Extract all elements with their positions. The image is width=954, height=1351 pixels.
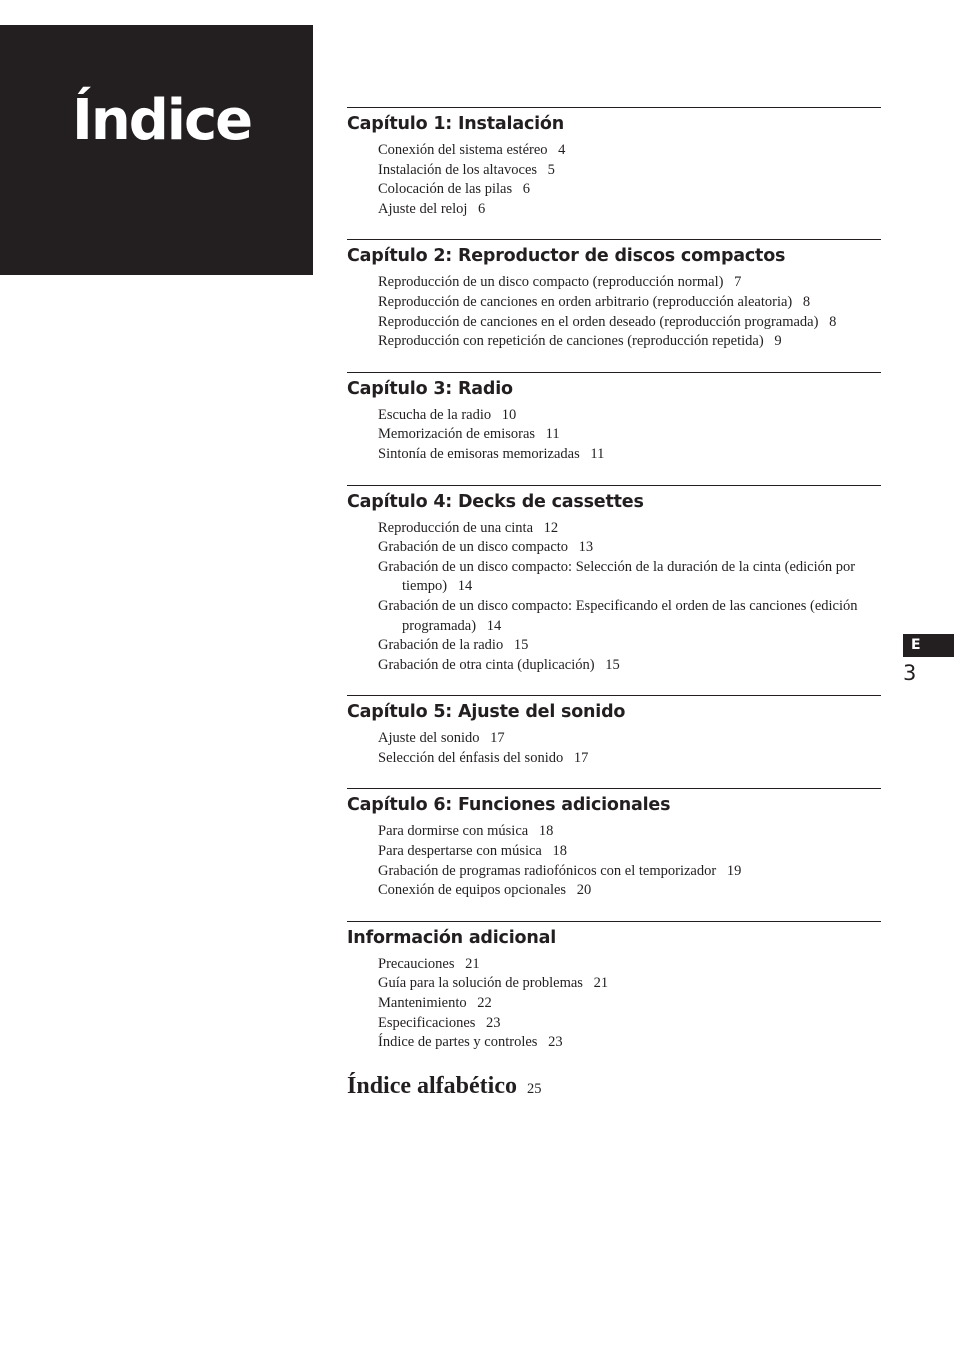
toc-entry-page: 20 [576, 882, 592, 899]
toc-entry-page: 21 [465, 955, 480, 972]
toc-entry [378, 180, 881, 200]
chapter-heading: Información adicional [347, 927, 557, 948]
page-title: Índice [72, 88, 252, 153]
toc-entry-page: 14 [457, 578, 473, 595]
toc-entry-text: Selección del énfasis del sonido [378, 749, 564, 766]
toc-entry [378, 881, 881, 901]
chapter-heading: Capítulo 4: Decks de cassettes [347, 491, 644, 512]
toc-entry [378, 994, 881, 1014]
chapter-heading: Capítulo 1: Instalación [347, 114, 565, 134]
toc-entry-page: 18 [538, 823, 554, 840]
toc-entry-text: Para despertarse con música [378, 843, 542, 860]
page-number: 3 [903, 661, 917, 685]
toc-entry-text: Reproducción de un disco compacto (reproducción normal) [378, 274, 724, 291]
toc-entry-text: Grabación de programas radiofónicos con el temporizador [378, 862, 717, 879]
toc-entry-page: 11 [545, 426, 560, 443]
title-block [0, 25, 313, 275]
toc-entry [378, 955, 881, 975]
toc-entry-text: Grabación de la radio [378, 637, 504, 654]
chapter-heading: Capítulo 2: Reproductor de discos compactos [347, 246, 786, 267]
toc-entry-text: Instalación de los altavoces [378, 161, 538, 178]
toc-final-entry [347, 1073, 881, 1100]
toc-entry [378, 519, 881, 539]
chapter-heading: Capítulo 3: Radio [347, 378, 513, 399]
toc-entry [378, 273, 881, 293]
toc-entry-page: 15 [605, 656, 620, 673]
toc-entry-text: Reproducción de canciones en orden arbitrario (reproducción aleatoria) [378, 293, 793, 310]
table-of-contents [347, 107, 881, 1100]
toc-entry-text: Colocación de las pilas [378, 181, 513, 198]
toc-entry-page: 17 [573, 749, 589, 766]
toc-chapter [347, 788, 881, 900]
toc-entry [378, 636, 881, 656]
toc-entry-page: 5 [547, 161, 555, 178]
toc-entry [378, 332, 881, 352]
toc-entry-page: 6 [478, 200, 486, 217]
toc-entry-page: 7 [734, 274, 742, 291]
toc-entry [378, 293, 881, 313]
toc-entry-page: 22 [477, 995, 492, 1012]
chapter-heading: Capítulo 5: Ajuste del sonido [347, 702, 626, 723]
toc-entry [378, 656, 881, 676]
chapter-heading: Capítulo 6: Funciones adicionales [347, 795, 671, 816]
toc-entry [378, 729, 881, 749]
toc-entry-text: Escucha de la radio [378, 406, 492, 423]
toc-entry-text: Memorización de emisoras [378, 426, 536, 443]
toc-entry-page: 23 [486, 1014, 501, 1031]
toc-entry-text: Mantenimiento [378, 995, 467, 1012]
toc-entry-text: Índice de partes y controles [378, 1034, 538, 1051]
toc-entry-page: 13 [578, 539, 594, 556]
toc-entry [378, 538, 881, 558]
final-entry-page: 25 [526, 1080, 542, 1097]
toc-entry [378, 425, 881, 445]
toc-entry-text: Grabación de un disco compacto: Selección de la duración de la cinta (edición por tiempo) [378, 558, 856, 595]
toc-entry-page: 4 [558, 142, 566, 158]
toc-entry-text: Grabación de un disco compacto [378, 539, 569, 556]
toc-entry-page: 18 [552, 843, 567, 860]
toc-entry [378, 200, 881, 220]
toc-entry-page: 11 [590, 445, 605, 462]
final-entry-heading: Índice alfabético [347, 1072, 517, 1099]
toc-chapter [347, 921, 881, 1053]
toc-entry-page: 23 [548, 1034, 563, 1051]
toc-chapter [347, 239, 881, 351]
toc-chapter [347, 372, 881, 465]
toc-entry-text: Sintonía de emisoras memorizadas [378, 445, 580, 462]
toc-entry-page: 9 [774, 333, 782, 350]
toc-entry-text: Grabación de un disco compacto: Especificando el orden de las canciones (edición programada) [378, 597, 858, 634]
toc-entry-page: 8 [802, 293, 811, 310]
toc-entry [378, 822, 881, 842]
toc-entry [378, 141, 881, 161]
toc-entry-text: Para dormirse con música [378, 823, 529, 840]
toc-entry-page: 6 [522, 181, 530, 198]
toc-entry-text: Especificaciones [378, 1014, 476, 1031]
toc-entry-page: 15 [513, 637, 529, 654]
toc-entry [378, 974, 881, 994]
toc-entry-page: 17 [490, 730, 505, 747]
toc-entry [378, 1033, 881, 1053]
toc-entry [378, 842, 881, 862]
language-tab: E [903, 634, 954, 657]
toc-entry-text: Ajuste del sonido [378, 730, 480, 747]
toc-entry-text: Ajuste del reloj [378, 200, 468, 217]
toc-entry-text: Grabación de otra cinta (duplicación) [378, 656, 595, 673]
toc-entry-text: Reproducción con repetición de canciones (reproducción repetida) [378, 333, 764, 350]
toc-entry-text: Reproducción de canciones en el orden deseado (reproducción programada) [378, 313, 819, 330]
toc-entry [378, 1014, 881, 1034]
toc-entry-page: 12 [543, 519, 559, 536]
toc-entry [378, 406, 881, 426]
toc-entry-text: Conexión del sistema estéreo [378, 142, 548, 158]
toc-entry [378, 313, 881, 333]
toc-entry-text: Guía para la solución de problemas [378, 975, 583, 992]
toc-entry-page: 10 [501, 406, 517, 423]
toc-entry [378, 862, 881, 882]
toc-entry-page: 8 [829, 313, 837, 330]
toc-entry [378, 749, 881, 769]
toc-entry-page: 14 [486, 617, 502, 634]
toc-entry-page: 21 [593, 975, 609, 992]
toc-chapter [347, 695, 881, 768]
toc-entry-text: Reproducción de una cinta [378, 519, 534, 536]
toc-entry [378, 597, 881, 636]
toc-entry [378, 558, 881, 597]
toc-entry-text: Conexión de equipos opcionales [378, 882, 567, 899]
toc-chapter [347, 485, 881, 676]
toc-chapter [347, 107, 881, 219]
toc-entry [378, 161, 881, 181]
toc-entry-text: Precauciones [378, 955, 455, 972]
toc-entry-page: 19 [726, 862, 742, 879]
toc-entry [378, 445, 881, 465]
